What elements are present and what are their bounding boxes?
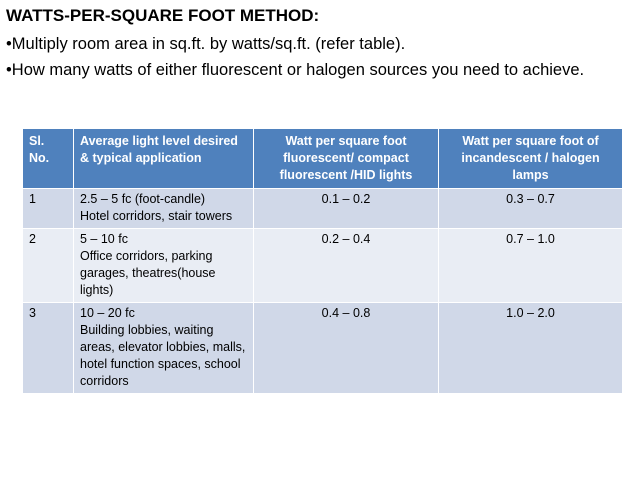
- light-level-value: 5 – 10 fc: [80, 232, 128, 246]
- bullet-item: •Multiply room area in sq.ft. by watts/sq.ft. (refer table).: [6, 35, 406, 53]
- table-header-row: [23, 129, 623, 189]
- application-text: Hotel corridors, stair towers: [80, 209, 233, 223]
- slide-heading: WATTS-PER-SQUARE FOOT METHOD:: [6, 6, 320, 25]
- cell-light-level: [74, 229, 254, 303]
- bullet-list: [6, 33, 632, 82]
- cell-sl-no: 2: [23, 229, 74, 303]
- watts-per-square-foot-table: [22, 128, 623, 394]
- table-row: [23, 189, 623, 229]
- light-level-value: 2.5 – 5 fc (foot-candle): [80, 192, 206, 206]
- header-light-level: Average light level desired & typical application: [74, 129, 254, 189]
- application-text: Office corridors, parking garages, theatres(house lights): [80, 249, 216, 297]
- header-incandescent: Watt per square foot of incandescent / halogen lamps: [439, 129, 623, 189]
- cell-fluorescent: 0.4 – 0.8: [254, 303, 439, 394]
- cell-incandescent: 0.7 – 1.0: [439, 229, 623, 303]
- application-text: Building lobbies, waiting areas, elevator lobbies, malls, hotel function spaces, school corridors: [80, 323, 246, 388]
- header-fluorescent: Watt per square foot fluorescent/ compact fluorescent /HID lights: [254, 129, 439, 189]
- table-row: [23, 303, 623, 394]
- cell-light-level: [74, 189, 254, 229]
- cell-incandescent: 0.3 – 0.7: [439, 189, 623, 229]
- cell-incandescent: 1.0 – 2.0: [439, 303, 623, 394]
- header-sl-no: Sl. No.: [23, 129, 74, 189]
- bullet-item: •How many watts of either fluorescent or halogen sources you need to achieve.: [6, 61, 585, 79]
- light-level-value: 10 – 20 fc: [80, 306, 135, 320]
- cell-fluorescent: 0.2 – 0.4: [254, 229, 439, 303]
- cell-sl-no: 3: [23, 303, 74, 394]
- cell-light-level: [74, 303, 254, 394]
- cell-sl-no: 1: [23, 189, 74, 229]
- table-row: [23, 229, 623, 303]
- cell-fluorescent: 0.1 – 0.2: [254, 189, 439, 229]
